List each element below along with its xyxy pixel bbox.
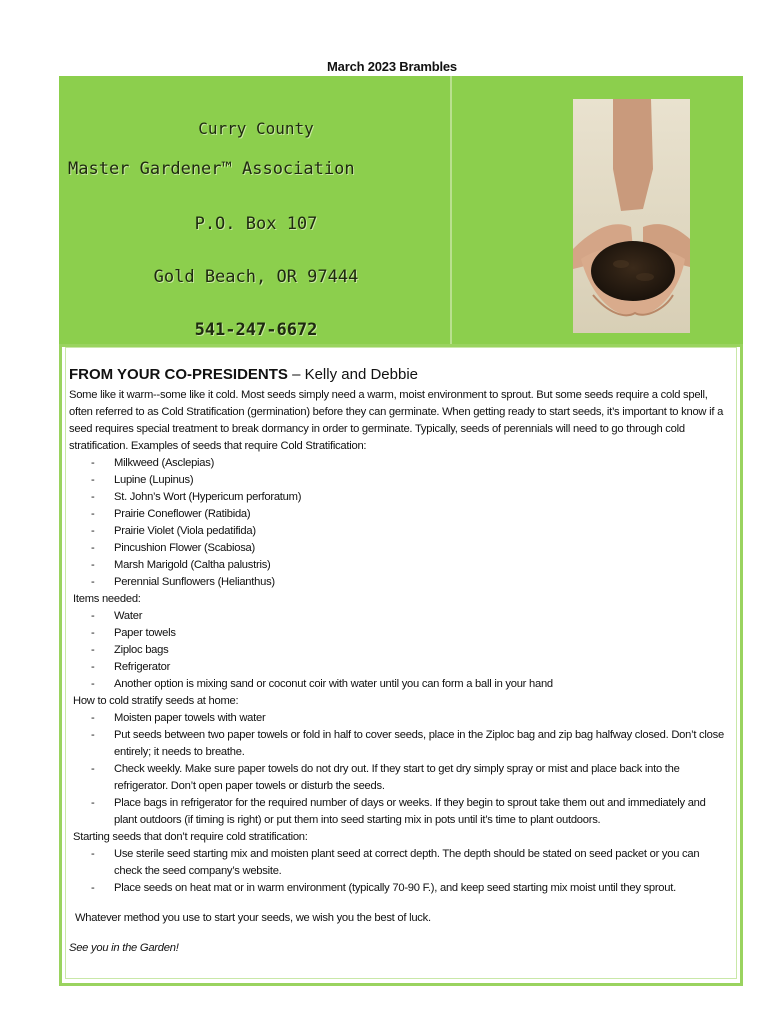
article-body: [69, 366, 729, 957]
list-item: - Prairie Coneflower (Ratibida): [91, 508, 251, 520]
closing-paragraph: Whatever method you use to start your seeds, we wish you the best of luck.: [75, 912, 431, 924]
heading-authors: – Kelly and Debbie: [287, 366, 418, 383]
article-heading: [69, 366, 729, 383]
list-item: - Paper towels: [91, 627, 176, 639]
list-item: - Ziploc bags: [91, 644, 169, 656]
items-list: [69, 608, 729, 693]
org-name: Master Gardener™ Association: [68, 159, 355, 179]
org-po-box: P.O. Box 107: [194, 214, 318, 234]
list-item: - Refrigerator: [91, 661, 171, 673]
list-item: - Place seeds on heat mat or in warm environment (typically 70-90 F.), and keep seed starting mix moist until they sprout.: [91, 882, 676, 894]
list-item: - Lupine (Lupinus): [91, 474, 194, 486]
intro-paragraph: Some like it warm--some like it cold. Most seeds simply need a warm, moist environment to sprout. But some seeds require a cold spell, often referred to as Cold Stratification (germination) before they can germinate. When getting ready to start seeds, it’s important to know if a seed requires special treatment to break dormancy in order to germinate. Typically, seeds of perennials will need to go through cold stratification. Examples of seeds that require Cold Stratification:: [69, 389, 724, 452]
list-item: - Pincushion Flower (Scabiosa): [91, 542, 255, 554]
no-cold-label: Starting seeds that don’t require cold stratification:: [73, 831, 308, 843]
list-item: - Milkweed (Asclepias): [91, 457, 215, 469]
org-county: Curry County: [198, 119, 314, 138]
org-phone: 541-247-6672: [194, 320, 318, 340]
howto-list: [69, 710, 729, 829]
newsletter-title: March 2023 Brambles: [327, 59, 457, 74]
heading-bold: FROM YOUR CO-PRESIDENTS: [69, 366, 288, 383]
banner-divider: [450, 76, 452, 348]
signoff: See you in the Garden!: [69, 942, 179, 954]
list-item: - Use sterile seed starting mix and moisten plant seed at correct depth. The depth should be stated on seed packet or you can check the seed company’s website.: [91, 848, 700, 877]
list-item: - Place bags in refrigerator for the required number of days or weeks. If they begin to sprout take them out and immediately and plant outdoors (if timing is right) or put them into seed starting mix in pots until it’s time to plant outdoors.: [91, 797, 706, 826]
org-city-state: Gold Beach, OR 97444: [153, 267, 359, 287]
list-item: - Put seeds between two paper towels or fold in half to cover seeds, place in the Ziploc bag and zip bag halfway closed. Don’t close entirely; it needs to breathe.: [91, 729, 724, 758]
list-item: - Check weekly. Make sure paper towels do not dry out. If they start to get dry simply spray or mist and place back into the refrigerator. Don’t open paper towels or disturb the seeds.: [91, 763, 680, 792]
list-item: - Prairie Violet (Viola pedatifida): [91, 525, 256, 537]
list-item: - Marsh Marigold (Caltha palustris): [91, 559, 271, 571]
seed-list: [69, 455, 729, 591]
list-item: - Moisten paper towels with water: [91, 712, 266, 724]
list-item: - St. John’s Wort (Hypericum perforatum): [91, 491, 302, 503]
howto-label: How to cold stratify seeds at home:: [73, 695, 239, 707]
list-item: - Another option is mixing sand or coconut coir with water until you can form a ball in your hand: [91, 678, 553, 690]
list-item: - Perennial Sunflowers (Helianthus): [91, 576, 275, 588]
no-cold-list: [69, 846, 729, 897]
list-item: - Water: [91, 610, 143, 622]
hands-holding-soil-photo: [573, 99, 690, 333]
items-needed-label: Items needed:: [73, 593, 141, 605]
